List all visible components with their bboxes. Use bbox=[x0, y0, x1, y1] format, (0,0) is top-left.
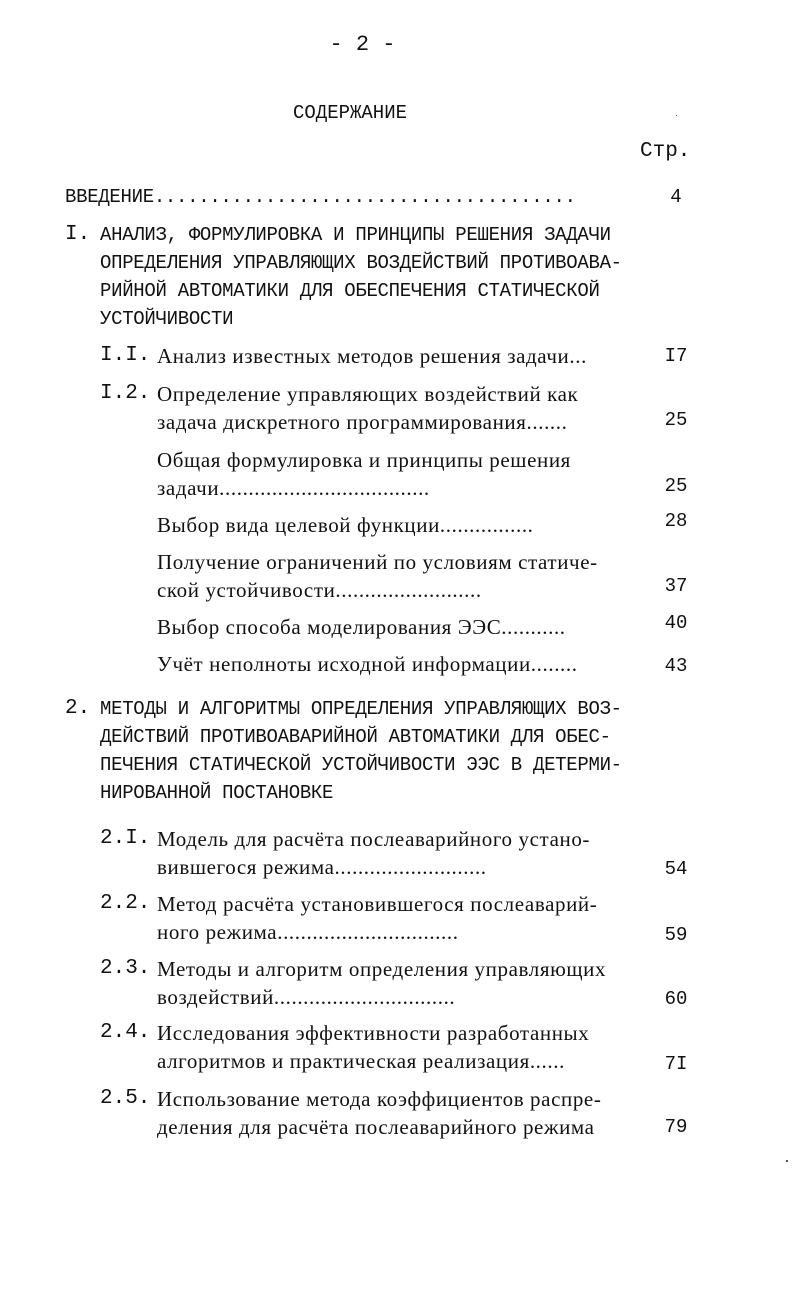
section-2-4-title-line: Исследования эффективности разработанных bbox=[157, 1021, 590, 1045]
subsection-page: 25 bbox=[664, 475, 688, 497]
section-2-5-title-line: деления для расчёта послеаварийного режима bbox=[157, 1115, 595, 1139]
section-2-5-page: 79 bbox=[664, 1116, 688, 1138]
chapter-2-title-line: ПЕЧЕНИЯ СТАТИЧЕСКОЙ УСТОЙЧИВОСТИ ЭЭС В ДЕТЕРМИ- bbox=[100, 754, 622, 776]
subsection-title-line: ской устойчивости......................... bbox=[157, 578, 482, 602]
scan-speck bbox=[786, 1160, 788, 1162]
subsection-title-line: Получение ограничений по условиям статиче- bbox=[157, 550, 598, 574]
section-2-4-number: 2.4. bbox=[100, 1021, 151, 1044]
section-1-2-title-line: Определение управляющих воздействий как bbox=[157, 382, 579, 406]
page-column-header: Стр. bbox=[640, 140, 691, 163]
subsection-title-line: Учёт неполноты исходной информации........ bbox=[157, 652, 578, 676]
section-2-3-number: 2.3. bbox=[100, 957, 151, 980]
section-2-1-title-line: вившегося режима.......................... bbox=[157, 855, 487, 879]
toc-intro: ВВЕДЕНИЕ...................................... bbox=[65, 186, 576, 208]
page-number: - 2 - bbox=[329, 32, 396, 57]
section-2-2-page: 59 bbox=[664, 924, 688, 946]
chapter-2-title-line: НИРОВАННОЙ ПОСТАНОВКЕ bbox=[100, 782, 334, 804]
section-2-1-title-line: Модель для расчёта послеаварийного устано- bbox=[157, 827, 591, 851]
subsection-title-line: Общая формулировка и принципы решения bbox=[157, 448, 571, 472]
chapter-2-title-line: МЕТОДЫ И АЛГОРИТМЫ ОПРЕДЕЛЕНИЯ УПРАВЛЯЮЩИХ ВОЗ- bbox=[100, 698, 622, 720]
toc-intro-page: 4 bbox=[670, 186, 682, 208]
section-2-2-number: 2.2. bbox=[100, 892, 151, 915]
section-2-5-number: 2.5. bbox=[100, 1087, 151, 1110]
section-2-5-title-line: Использование метода коэффициентов распре- bbox=[157, 1087, 602, 1111]
section-2-3-page: 60 bbox=[664, 988, 688, 1010]
subsection-title-line: Выбор способа моделирования ЭЭС........... bbox=[157, 615, 566, 639]
chapter-2-number: 2. bbox=[65, 697, 91, 720]
section-2-2-title-line: ного режима............................... bbox=[157, 920, 459, 944]
chapter-1-title-line: АНАЛИЗ, ФОРМУЛИРОВКА И ПРИНЦИПЫ РЕШЕНИЯ ЗАДАЧИ bbox=[100, 224, 611, 246]
chapter-1-title-line: ОПРЕДЕЛЕНИЯ УПРАВЛЯЮЩИХ ВОЗДЕЙСТВИЙ ПРОТИВОАВА- bbox=[100, 252, 622, 274]
section-2-1-page: 54 bbox=[664, 858, 688, 880]
section-2-2-title-line: Метод расчёта установившегося послеаварий- bbox=[157, 892, 598, 916]
section-2-1-number: 2.I. bbox=[100, 827, 151, 850]
subsection-page: 37 bbox=[664, 575, 688, 597]
subsection-title-line: задачи.................................... bbox=[157, 476, 430, 500]
section-1-2-page: 25 bbox=[664, 409, 688, 431]
page-title: СОДЕРЖАНИЕ bbox=[292, 102, 408, 124]
section-1-2-number: I.2. bbox=[100, 382, 151, 405]
subsection-page: 28 bbox=[664, 510, 688, 532]
chapter-1-number: I. bbox=[65, 223, 91, 246]
chapter-2-title-line: ДЕЙСТВИЙ ПРОТИВОАВАРИЙНОЙ АВТОМАТИКИ ДЛЯ ОБЕС- bbox=[100, 726, 611, 748]
section-1-1-page: I7 bbox=[664, 345, 688, 367]
section-2-3-title-line: Методы и алгоритм определения управляющих bbox=[157, 957, 607, 981]
subsection-title-line: Выбор вида целевой функции................ bbox=[157, 513, 534, 537]
section-1-1-number: I.I. bbox=[100, 344, 151, 367]
section-1-1-title: Анализ известных методов решения задачи... bbox=[157, 344, 587, 368]
scan-speck bbox=[676, 115, 677, 116]
chapter-1-title-line: УСТОЙЧИВОСТИ bbox=[100, 308, 234, 330]
section-2-4-title-line: алгоритмов и практическая реализация...... bbox=[157, 1049, 565, 1073]
chapter-1-title-line: РИЙНОЙ АВТОМАТИКИ ДЛЯ ОБЕСПЕЧЕНИЯ СТАТИЧЕСКОЙ bbox=[100, 280, 600, 302]
section-2-3-title-line: воздействий............................... bbox=[157, 985, 456, 1009]
section-2-4-page: 7I bbox=[664, 1053, 688, 1075]
section-1-2-title-line: задача дискретного программирования....... bbox=[157, 410, 568, 434]
subsection-page: 40 bbox=[664, 612, 688, 634]
subsection-page: 43 bbox=[664, 655, 688, 677]
